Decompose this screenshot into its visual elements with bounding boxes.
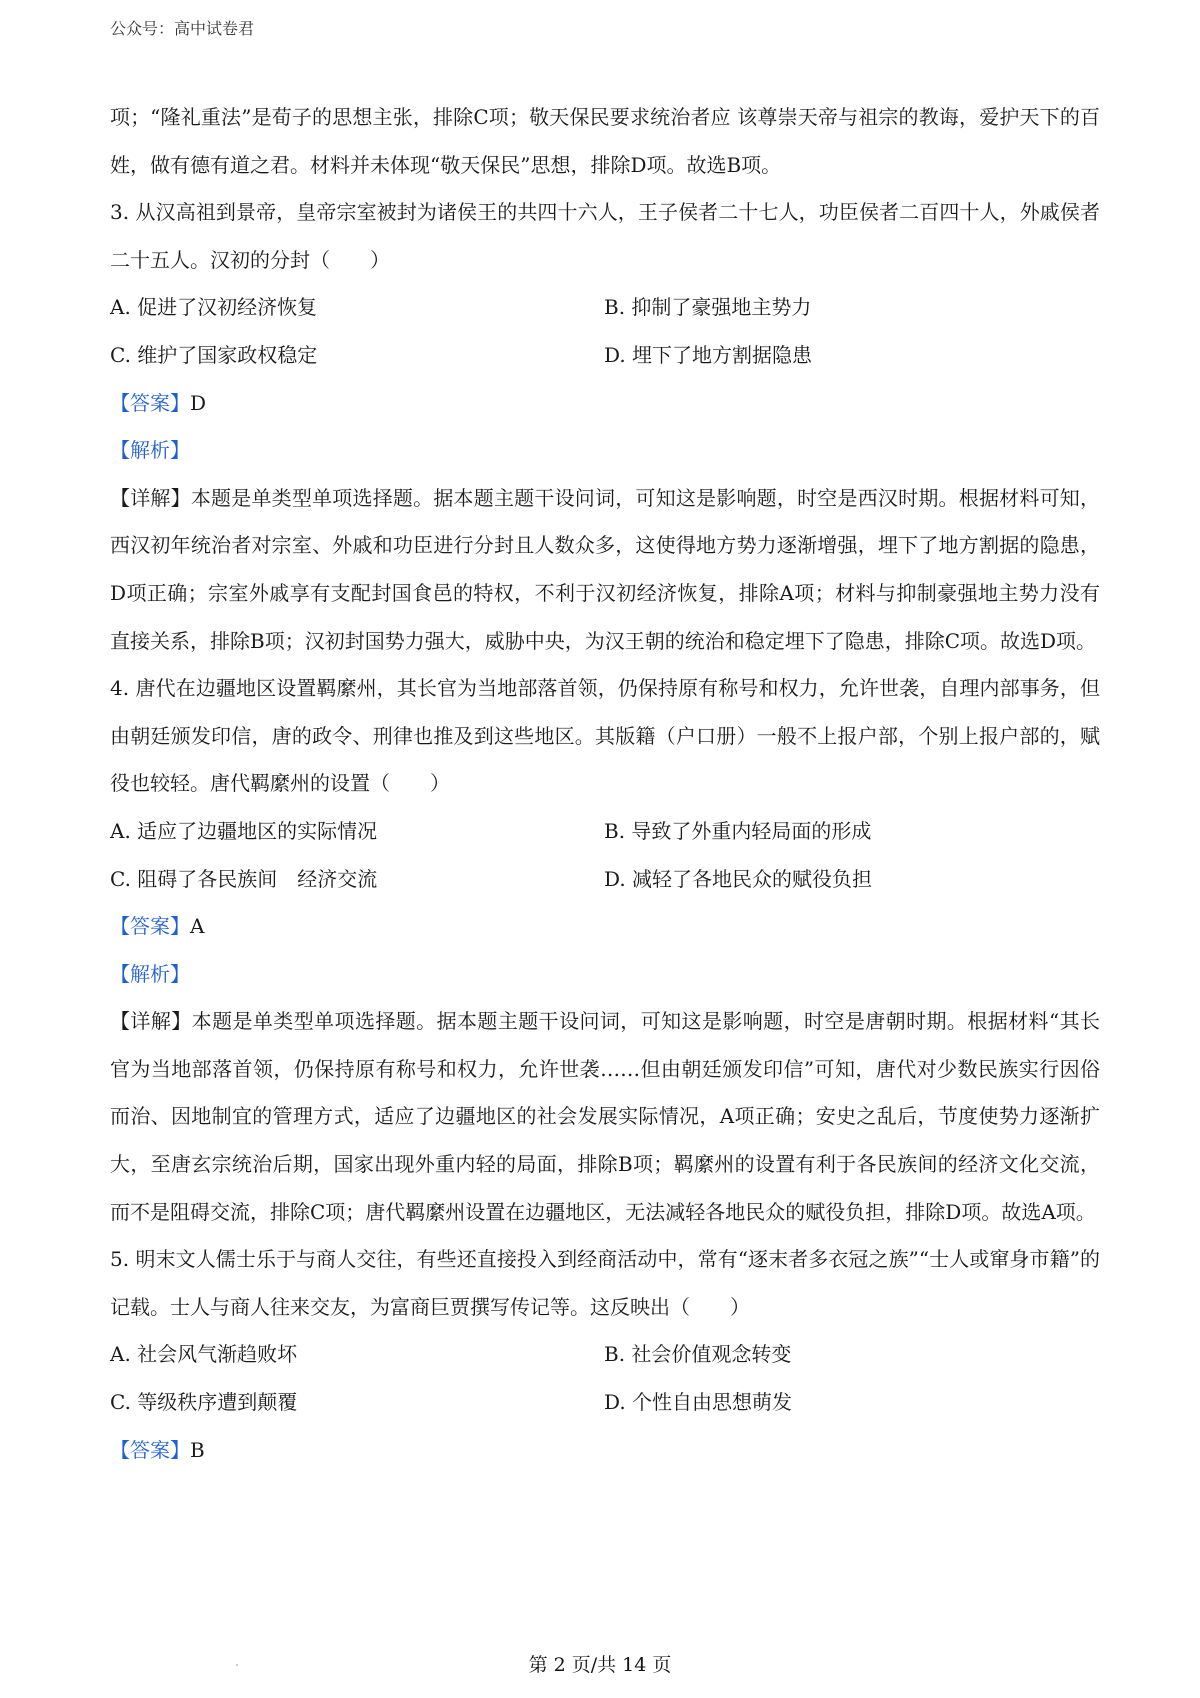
option-b: B. 社会价值观念转变 [604, 1342, 792, 1367]
options-grid [110, 284, 1100, 379]
answer-value: A [190, 914, 205, 939]
answer-tag: 【答案】 [110, 390, 190, 415]
answer-tag: 【答案】 [110, 914, 190, 939]
detail-tag: 【详解】 [110, 1009, 192, 1034]
question-stem: 3. 从汉高祖到景帝，皇帝宗室被封为诸侯王的共四十六人，王子侯者二十七人，功臣侯者二百四十人，外戚侯者二十五人。汉初的分封（ ） [110, 200, 1100, 272]
answer-value: B [190, 1437, 205, 1462]
detail-paragraph [110, 998, 1100, 1236]
intro-paragraph: 项；“隆礼重法”是荀子的思想主张，排除C项；敬天保民要求统治者应 该尊崇天帝与祖宗的教诲，爱护天下的百姓，做有德有道之君。材料并未体现“敬天保民”思想，排除D项。故选B项。 [110, 105, 1100, 177]
answer-line [110, 1427, 1100, 1475]
document-body [110, 94, 1100, 1474]
page-number-footer: 第 2 页/共 14 页 [528, 1654, 672, 1676]
answer-line [110, 380, 1100, 428]
page-header: 公众号：高中试卷君 [110, 19, 255, 38]
detail-tag: 【详解】 [110, 485, 191, 510]
option-d: D. 个性自由思想萌发 [604, 1390, 793, 1415]
options-grid [110, 1331, 1100, 1426]
answer-line [110, 903, 1100, 951]
answer-tag: 【答案】 [110, 1437, 190, 1462]
question-5 [110, 1236, 1100, 1474]
analysis-tag: 【解析】 [110, 438, 190, 463]
analysis-tag: 【解析】 [110, 961, 190, 986]
detail-paragraph [110, 475, 1100, 665]
option-c: C. 阻碍了各民族间 经济交流 [110, 866, 378, 891]
option-c: C. 维护了国家政权稳定 [110, 342, 318, 367]
detail-text: 本题是单类型单项选择题。据本题主题干设问词，可知这是影响题，时空是唐朝时期。根据材料“其长官为当地部落首领，仍保持原有称号和权力，允许世袭……但由朝廷颁发印信”可知，唐代对少数民族实行因俗而治、因地制宜的管理方式，适应了边疆地区的社会发展实际情况，A项正确；安史之乱后，节度使势力逐渐扩大，至唐玄宗统治后期，国家出现外重内轻的局面，排除B项；羁縻州的设置有利于各民族间的经济文化交流，而不是阻碍交流，排除C项；唐代羁縻州设置在边疆地区，无法减轻各地民众的赋役负担，排除D项。故选A项。 [110, 1009, 1100, 1224]
option-a: A. 适应了边疆地区的实际情况 [110, 818, 378, 843]
options-grid [110, 808, 1100, 903]
question-stem: 5. 明末文人儒士乐于与商人交往，有些还直接投入到经商活动中，常有“逐末者多衣冠之族”“士人或窜身市籍”的记载。士人与商人往来交友，为富商巨贾撰写传记等。这反映出（ ） [110, 1247, 1100, 1319]
option-d: D. 埋下了地方割据隐患 [604, 342, 813, 367]
question-3 [110, 189, 1100, 665]
option-c: C. 等级秩序遭到颠覆 [110, 1390, 298, 1415]
question-4 [110, 665, 1100, 1236]
option-b: B. 抑制了豪强地主势力 [604, 295, 812, 320]
option-a: A. 促进了汉初经济恢复 [110, 295, 318, 320]
answer-value: D [190, 390, 207, 415]
option-d: D. 减轻了各地民众的赋役负担 [604, 866, 873, 891]
detail-text: 本题是单类型单项选择题。据本题主题干设问词，可知这是影响题，时空是西汉时期。根据材料可知，西汉初年统治者对宗室、外戚和功臣进行分封且人数众多，这使得地方势力逐渐增强，埋下了地方割据的隐患，D项正确；宗室外戚享有支配封国食邑的特权，不利于汉初经济恢复，排除A项；材料与抑制豪强地主势力没有直接关系，排除B项；汉初封国势力强大，威胁中央，为汉王朝的统治和稳定埋下了隐患，排除C项。故选D项。 [110, 485, 1101, 653]
question-stem: 4. 唐代在边疆地区设置羁縻州，其长官为当地部落首领，仍保持原有称号和权力，允许世袭，自理内部事务，但由朝廷颁发印信，唐的政令、刑律也推及到这些地区。其版籍（户口册）一般不上报户部，个别上报户部的，赋役也较轻。唐代羁縻州的设置（ ） [110, 676, 1100, 796]
option-a: A. 社会风气渐趋败坏 [110, 1342, 298, 1367]
option-b: B. 导致了外重内轻局面的形成 [604, 818, 872, 843]
